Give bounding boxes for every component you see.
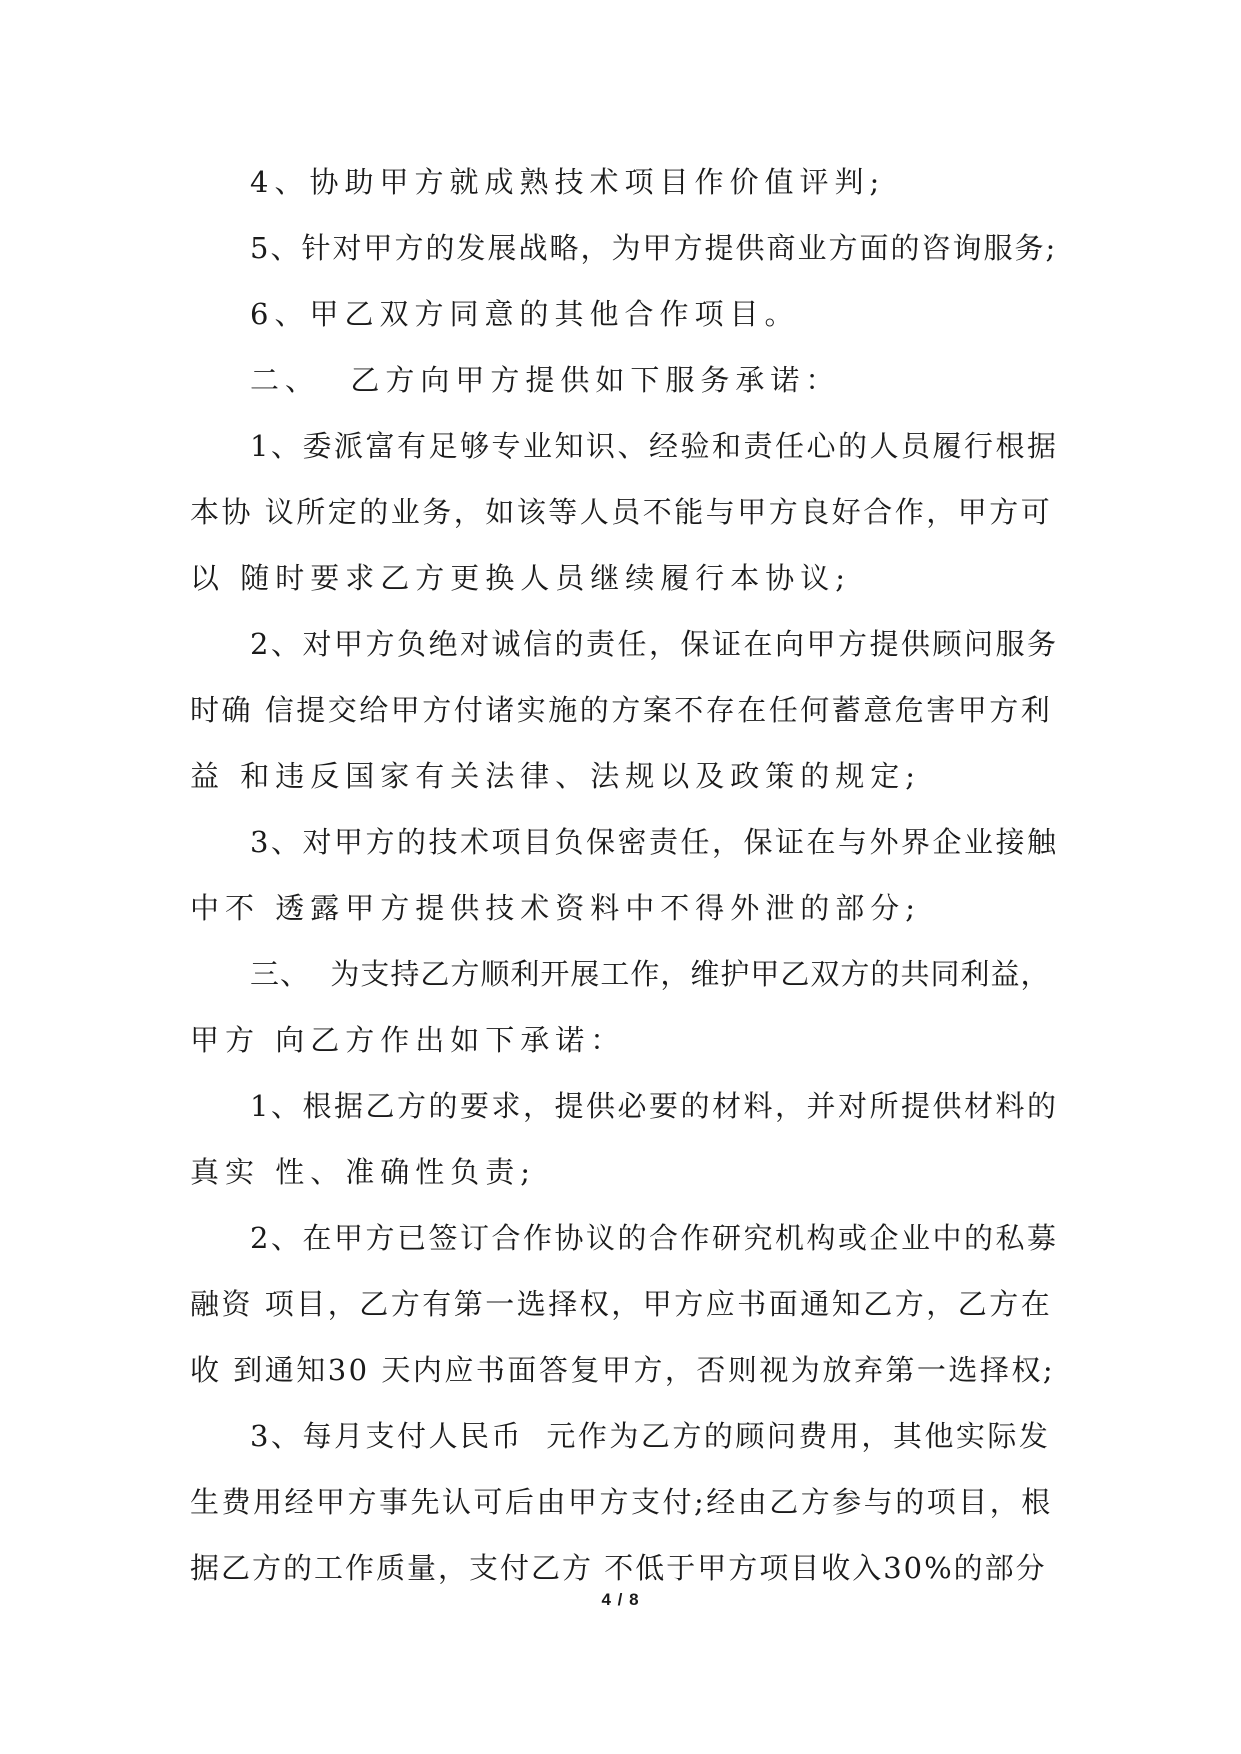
paragraph-line: 生费用经甲方事先认可后由甲方支付;经由乙方参与的项目，根 [190,1485,1053,1519]
section-heading: 二、 乙方向甲方提供如下服务承诺： [250,363,841,397]
paragraph-line: 5、针对甲方的发展战略，为甲方提供商业方面的咨询服务; [250,231,1058,265]
paragraph-line: 融资 项目，乙方有第一选择权，甲方应书面通知乙方，乙方在 [190,1287,1053,1321]
paragraph-line: 中不 透露甲方提供技术资料中不得外泄的部分; [190,891,921,925]
paragraph-line: 甲方 向乙方作出如下承诺： [190,1023,626,1057]
paragraph-line: 2、对甲方负绝对诚信的责任，保证在向甲方提供顾问服务 [250,627,1059,661]
section-heading: 三、 为支持乙方顺利开展工作，维护甲乙双方的共同利益， [250,957,1051,991]
paragraph-line: 1、根据乙方的要求，提供必要的材料，并对所提供材料的 [250,1089,1059,1123]
paragraph-line: 时确 信提交给甲方付诸实施的方案不存在任何蓄意危害甲方利 [190,693,1053,727]
paragraph-line: 2、在甲方已签订合作协议的合作研究机构或企业中的私募 [250,1221,1059,1255]
paragraph-line: 益 和违反国家有关法律、法规以及政策的规定; [190,759,921,793]
paragraph-line: 收 到通知30 天内应书面答复甲方，否则视为放弃第一选择权; [190,1353,1056,1387]
page-number: 4 / 8 [601,1590,640,1609]
paragraph-line: 本协 议所定的业务，如该等人员不能与甲方良好合作，甲方可 [190,495,1053,529]
paragraph-line: 3、对甲方的技术项目负保密责任，保证在与外界企业接触 [250,825,1059,859]
paragraph-line: 1、委派富有足够专业知识、经验和责任心的人员履行根据 [250,429,1059,463]
paragraph-line: 据乙方的工作质量，支付乙方 不低于甲方项目收入30%的部分 [190,1551,1047,1585]
paragraph-line: 3、每月支付人民币 元作为乙方的顾问费用，其他实际发 [250,1419,1051,1453]
paragraph-line: 6、甲乙双方同意的其他合作项目。 [250,297,800,331]
paragraph-line: 真实 性、准确性负责; [190,1155,536,1189]
paragraph-line: 4、协助甲方就成熟技术项目作价值评判; [250,165,886,199]
paragraph-line: 以 随时要求乙方更换人员继续履行本协议; [190,561,851,595]
